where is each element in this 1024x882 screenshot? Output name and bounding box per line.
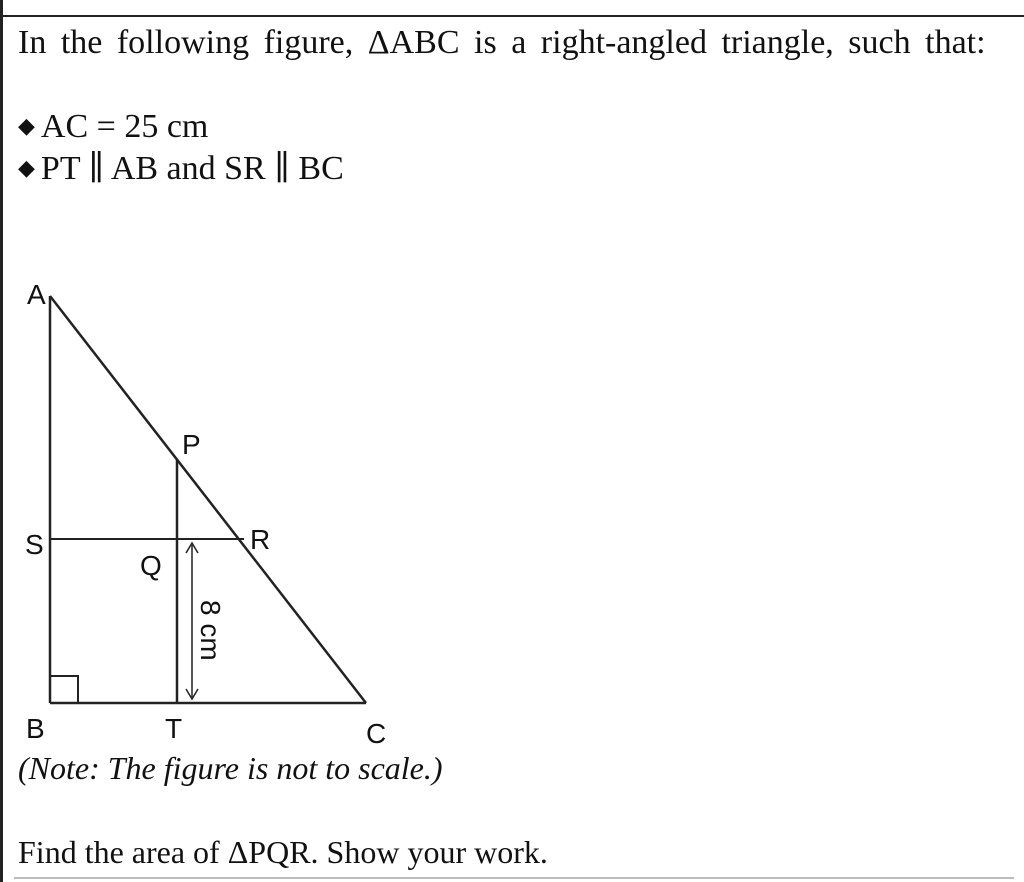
label-b: B	[26, 713, 45, 744]
label-r: R	[250, 524, 271, 555]
diamond-bullet-icon: ◆	[18, 155, 35, 180]
question-text: Find the area of ΔPQR. Show your work.	[18, 834, 548, 870]
label-q: Q	[140, 550, 162, 581]
figure-note: (Note: The figure is not to scale.)	[18, 750, 443, 786]
bottom-divider	[14, 877, 1014, 879]
diamond-bullet-icon: ◆	[18, 113, 35, 138]
label-a: A	[27, 279, 46, 310]
label-c: C	[366, 718, 387, 749]
label-t: T	[165, 713, 183, 744]
bullet-text-1: AC = 25 cm	[40, 108, 209, 145]
label-p: P	[182, 429, 201, 460]
right-angle-marker	[50, 676, 78, 703]
problem-intro: In the following figure, ΔABC is a right-angled triangle, such that:	[18, 24, 986, 61]
bullet-text-2: PT ∥ AB and SR ∥ BC	[40, 150, 344, 187]
label-s: S	[25, 529, 44, 560]
measurement-label: 8 cm	[195, 600, 226, 661]
